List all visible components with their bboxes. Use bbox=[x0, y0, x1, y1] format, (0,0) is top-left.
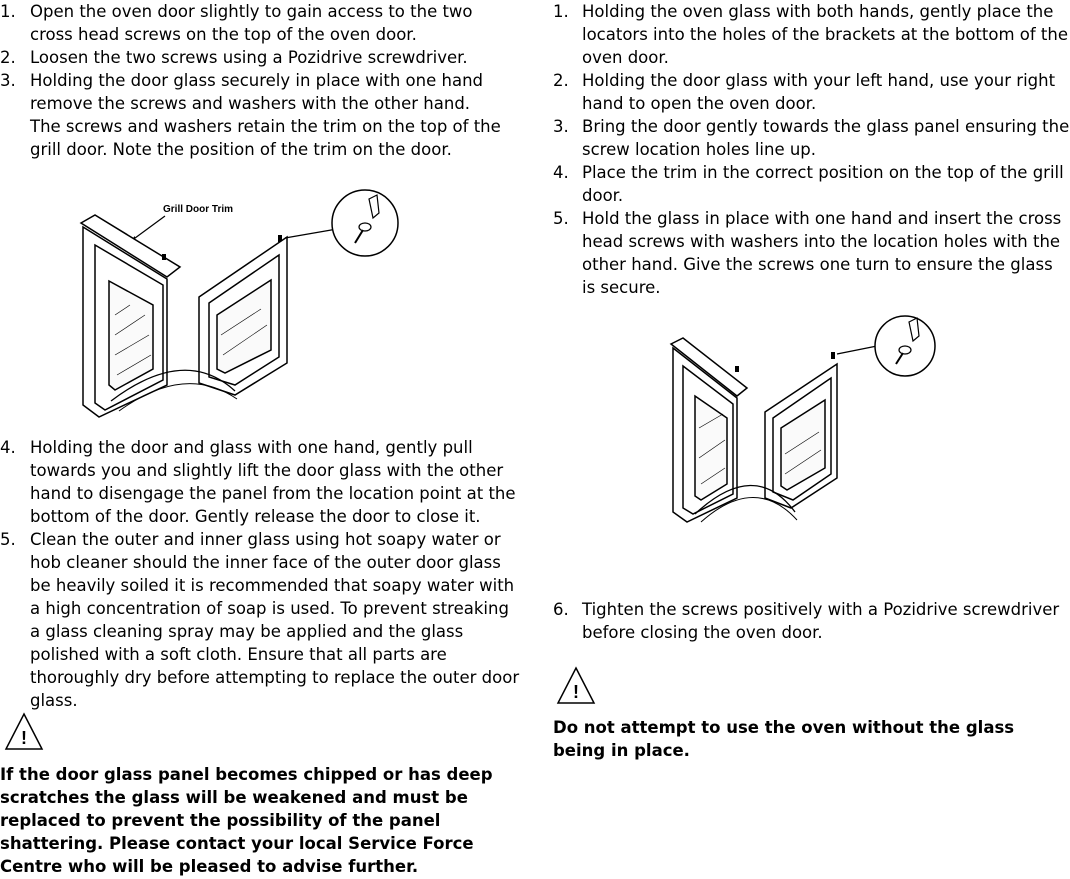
list-item: 3. Bring the door gently towards the glass panel ensuring the screw location holes line up. bbox=[553, 117, 1070, 159]
outer-door-panel bbox=[671, 338, 747, 522]
svg-text:!: ! bbox=[573, 682, 579, 702]
right-column-continued bbox=[553, 598, 1070, 644]
list-item: 3. Holding the door glass securely in place with one hand remove the screws and washers with the other hand. The screws and washers retain the trim on the top of the grill door. Note the position of the trim on the door. bbox=[0, 69, 520, 161]
right-column bbox=[553, 0, 1070, 299]
left-column bbox=[0, 0, 520, 161]
removal-steps-list bbox=[0, 0, 520, 161]
list-item: 4. Holding the door and glass with one hand, gently pull towards you and slightly lift the door glass with the other hand to disengage the panel from the location point at the bottom of the door. Gently release the door to close it. bbox=[0, 438, 516, 526]
glass-panel bbox=[199, 237, 287, 395]
warning-icon bbox=[3, 711, 45, 753]
warning-icon bbox=[555, 665, 597, 707]
glass-panel bbox=[765, 364, 837, 508]
final-steps-list bbox=[553, 598, 1070, 644]
grill-door-trim-label: Grill Door Trim bbox=[163, 204, 234, 215]
trim-note: The screws and washers retain the trim on the top of the grill door. Note the position of the trim on the door. bbox=[30, 117, 501, 159]
list-item: 5. Hold the glass in place with one hand and insert the cross head screws with washers into the location holes with the other hand. Give the screws one turn to ensure the glass is secure. bbox=[553, 209, 1062, 297]
list-item: 2. Holding the door glass with your left hand, use your right hand to open the oven door. bbox=[553, 71, 1056, 113]
refit-door-diagram bbox=[665, 308, 970, 530]
list-item: 1. Holding the oven glass with both hands, gently place the locators into the holes of the brackets at the bottom of the oven door. bbox=[553, 2, 1068, 67]
svg-text:!: ! bbox=[21, 728, 27, 748]
cleaning-steps-list bbox=[0, 436, 520, 712]
list-item: 5. Clean the outer and inner glass using hot soapy water or hob cleaner should the inner face of the outer door glass be heavily soiled it is recommended that soapy water with a high concentration of soap is used. To prevent streaking a glass cleaning spray may be applied and the glass polished with a soft cloth. Ensure that all parts are thoroughly dry before attempting to replace the outer door glass. bbox=[0, 530, 520, 710]
left-column-continued bbox=[0, 436, 520, 712]
grill-door-diagram bbox=[75, 185, 425, 420]
list-item: 6. Tighten the screws positively with a Pozidrive screwdriver before closing the oven door. bbox=[553, 600, 1060, 642]
list-item: 2. Loosen the two screws using a Pozidrive screwdriver. bbox=[0, 48, 468, 67]
list-item: 4. Place the trim in the correct position on the top of the grill door. bbox=[553, 163, 1064, 205]
left-warning-text: If the door glass panel becomes chipped or has deep scratches the glass will be weakened and must be replaced to prevent the possibility of the panel shattering. Please contact your local Service Force Centre who will be pleased to advise further. bbox=[0, 765, 493, 876]
right-warning-text: Do not attempt to use the oven without the glass being in place. bbox=[553, 718, 1015, 760]
list-item: 1. Open the oven door slightly to gain access to the two cross head screws on the top of the oven door. bbox=[0, 2, 473, 44]
refitting-steps-list bbox=[553, 0, 1070, 299]
